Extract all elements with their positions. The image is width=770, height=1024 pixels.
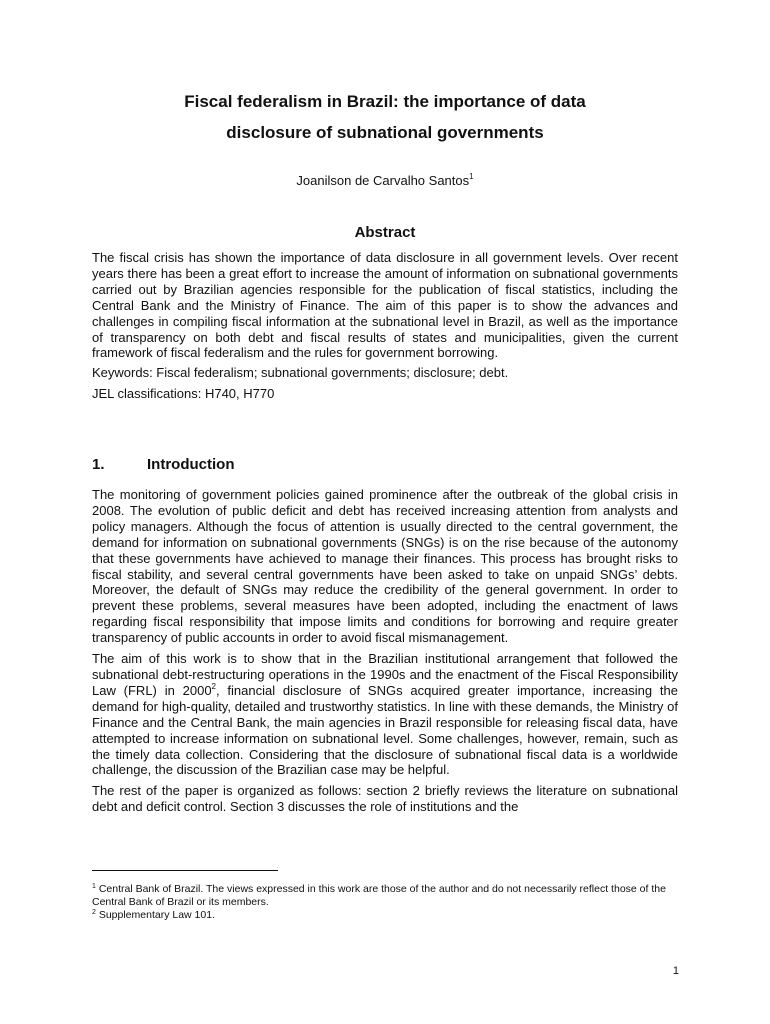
intro-paragraph-2 <box>92 651 678 778</box>
author-footnote-mark: 1 <box>469 172 474 181</box>
footnote-separator <box>92 870 278 871</box>
introduction-body <box>92 487 678 815</box>
jel-line: JEL classifications: H740, H770 <box>92 386 275 402</box>
paper-title-line-2: disclosure of subnational governments <box>226 123 544 142</box>
abstract-block <box>92 250 678 402</box>
section-number: 1. <box>92 456 105 473</box>
footnote-1 <box>92 883 678 909</box>
paper-title <box>92 86 678 148</box>
footnote-2 <box>92 909 678 922</box>
author-name: Joanilson de Carvalho Santos <box>296 173 470 188</box>
footnote-1-mark: 1 <box>92 883 96 890</box>
abstract-heading: Abstract <box>354 224 416 241</box>
paper-title-line-1: Fiscal federalism in Brazil: the importance of data <box>184 92 586 111</box>
intro-paragraph-2-text-a: The aim of this work is to show that in the Brazilian institutional arrangement that followed the subnational debt-restructuring operations in the 1990s and the enactment of the Fiscal Responsibility Law (FRL) in 2000 <box>92 651 678 698</box>
author-line <box>92 173 678 189</box>
footnotes <box>92 883 678 922</box>
page-number: 1 <box>672 965 679 977</box>
intro-paragraph-1: The monitoring of government policies gained prominence after the outbreak of the global crisis in 2008. The evolution of public deficit and debt has received increasing attention from analysts and policy managers. Although the focus of attention is usually directed to the central government, the demand for information on subnational governments (SNGs) is on the rise because of the autonomy that these governments have achieved to manage their finances. This process has brought risks to fiscal stability, and several central governments have been asked to take on unpaid SNGs’ debts. Moreover, the default of SNGs may reduce the credibility of the general government. In order to prevent these problems, several measures have been adopted, including the enactment of laws regarding fiscal responsibility that impose limits and conditions for borrowing and require greater transparency of public accounts in order to avoid fiscal mismanagement. <box>92 487 678 646</box>
footnote-2-mark: 2 <box>92 909 96 916</box>
intro-paragraph-3: The rest of the paper is organized as follows: section 2 briefly reviews the literature on subnational debt and deficit control. Section 3 discusses the role of institutions and the <box>92 783 678 815</box>
keywords-line: Keywords: Fiscal federalism; subnational governments; disclosure; debt. <box>92 365 509 381</box>
footnote-ref-2: 2 <box>211 681 216 691</box>
intro-paragraph-2-text-b: , financial disclosure of SNGs acquired greater importance, increasing the demand for high-quality, detailed and trustworthy statistics. In line with these demands, the Ministry of Finance and the Central Bank, the main agencies in Brazil responsible for releasing fiscal data, have attempted to increase information on subnational level. Some challenges, however, remain, such as the timely data collection. Considering that the disclosure of subnational fiscal data is a worldwide challenge, the discussion of the Brazilian case may be helpful. <box>92 682 678 778</box>
section-heading <box>92 456 678 474</box>
footnote-1-text: Central Bank of Brazil. The views expressed in this work are those of the author and do not necessarily reflect those of the Central Bank of Brazil or its members. <box>92 883 666 908</box>
abstract-text: The fiscal crisis has shown the importance of data disclosure in all government levels. Over recent years there has been a great effort to increase the amount of information on subnational governments carried out by Brazilian agencies responsible for the publication of fiscal statistics, including the Central Bank and the Ministry of Finance. The aim of this paper is to show the advances and challenges in compiling fiscal information at the subnational level in Brazil, as well as the importance of transparency on both debt and fiscal results of states and municipalities, given the current framework of fiscal federalism and the rules for government borrowing. <box>92 250 678 361</box>
footnote-2-text: Supplementary Law 101. <box>95 909 215 921</box>
section-title: Introduction <box>147 456 235 473</box>
